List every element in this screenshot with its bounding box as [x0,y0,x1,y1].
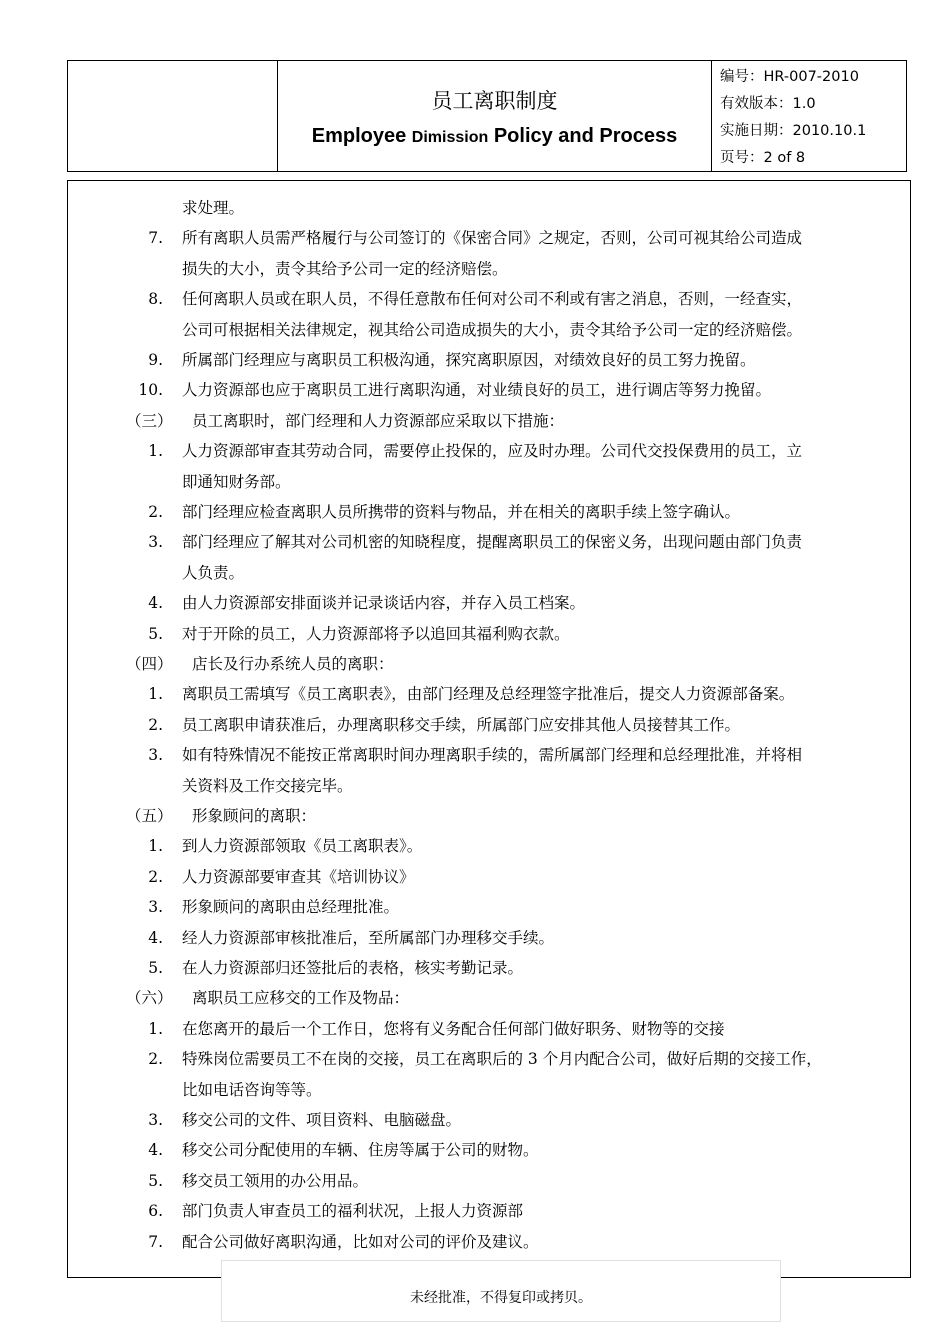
document-body [67,180,911,1278]
title-cell [278,61,712,171]
line-text: 在人力资源部归还签批后的表格，核实考勤记录。 [182,959,524,977]
line-text: 人力资源部也应于离职员工进行离职沟通，对业绩良好的员工，进行调店等努力挽留。 [182,381,772,400]
line-text: 任何离职人员或在职人员，不得任意散布任何对公司不利或有害之消息，否则，一经查实， [182,290,803,309]
logo-cell [68,61,278,171]
line-text: 店长及行办系统人员的离职： [192,655,394,673]
item-number: 3. [148,1111,163,1129]
line-text: 特殊岗位需要员工不在岗的交接，员工在离职后的 3 个月内配合公司，做好后期的交接工作， [182,1050,822,1069]
item-number: 2. [148,503,163,521]
item-number: 6. [148,1202,163,1221]
line-text: 员工离职时，部门经理和人力资源部应采取以下措施： [192,411,565,430]
line-text: 部门经理应了解其对公司机密的知晓程度，提醒离职员工的保密义务，出现问题由部门负责 [182,533,803,552]
item-number: 2. [148,1050,163,1069]
title-english-part2: Policy and Process [493,125,678,147]
line-text: 经人力资源部审核批准后，至所属部门办理移交手续。 [182,928,555,947]
meta-cell [712,61,906,171]
line-text: 移交公司分配使用的车辆、住房等属于公司的财物。 [182,1141,539,1160]
line-text: 损失的大小，责令其给予公司一定的经济赔偿。 [182,259,508,278]
version: 有效版本：1.0 [720,96,816,112]
item-number: 10. [138,381,163,400]
footer-note: 未经批准，不得复印或拷贝。 [410,1290,592,1306]
item-number: 5. [148,624,163,643]
title-english [278,125,711,148]
item-number: 3. [148,533,163,552]
line-text: 由人力资源部安排面谈并记录谈话内容，并存入员工档案。 [182,594,586,613]
title-english-part1: Employee [311,125,407,147]
line-text: 公司可根据相关法律规定，视其给公司造成损失的大小，责令其给予公司一定的经济赔偿。 [182,320,803,339]
item-number: 7. [148,229,163,248]
line-text: 部门经理应检查离职人员所携带的资料与物品，并在相关的离职手续上签字确认。 [182,503,741,521]
line-text: 对于开除的员工，人力资源部将予以追回其福利购衣款。 [182,624,570,643]
line-text: 部门负责人审查员工的福利状况，上报人力资源部 [182,1202,524,1221]
item-number: 1. [148,685,163,704]
line-text: 离职员工需填写《员工离职表》，由部门经理及总经理签字批准后，提交人力资源部备案。 [182,685,795,704]
item-number: 4. [148,594,163,613]
line-text: 离职员工应移交的工作及物品： [192,989,410,1008]
title-english-dimission: Dimission [411,129,489,146]
item-number: 5. [148,959,163,977]
line-text: 求处理。 [182,199,245,217]
item-number: 3. [148,746,163,765]
document-header [67,60,907,172]
page-number: 页号：2 of 8 [720,150,806,166]
section-number: （六） [126,989,173,1008]
line-text: 即通知财务部。 [182,472,291,491]
section-number: （四） [126,655,173,673]
item-number: 4. [148,1141,163,1160]
line-text: 在您离开的最后一个工作日，您将有义务配合任何部门做好职务、财物等的交接 [182,1019,725,1038]
line-text: 所属部门经理应与离职员工积极沟通，探究离职原因，对绩效良好的员工努力挽留。 [182,351,756,369]
section-number: （五） [126,807,173,825]
doc-number: 编号：HR-007-2010 [720,69,859,85]
line-text: 人力资源部审查其劳动合同，需要停止投保的，应及时办理。公司代交投保费用的员工，立 [182,442,803,461]
line-text: 形象顾问的离职由总经理批准。 [182,898,400,917]
item-number: 5. [148,1171,163,1190]
title-chinese: 员工离职制度 [431,89,558,113]
item-number: 9. [148,351,163,369]
line-text: 形象顾问的离职： [192,807,317,825]
item-number: 2. [148,715,163,734]
item-number: 1. [148,837,163,856]
footer-box [221,1260,781,1322]
line-text: 配合公司做好离职沟通，比如对公司的评价及建议。 [182,1232,539,1251]
effective-date: 实施日期：2010.10.1 [720,123,867,139]
line-text: 关资料及工作交接完毕。 [182,776,353,795]
item-number: 3. [148,898,163,917]
item-number: 8. [148,290,163,309]
line-text: 移交员工领用的办公用品。 [182,1171,369,1190]
line-text: 到人力资源部领取《员工离职表》。 [182,837,423,856]
line-text: 人负责。 [182,563,245,582]
line-text: 员工离职申请获准后，办理离职移交手续，所属部门应安排其他人员接替其工作。 [182,715,741,734]
line-text: 人力资源部要审查其《培训协议》 [182,867,415,886]
item-number: 1. [148,1019,163,1038]
item-number: 1. [148,442,163,461]
item-number: 2. [148,867,163,886]
line-text: 所有离职人员需严格履行与公司签订的《保密合同》之规定，否则，公司可视其给公司造成 [182,229,803,248]
line-text: 比如电话咨询等等。 [182,1080,322,1099]
section-number: （三） [126,411,173,430]
item-number: 4. [148,928,163,947]
line-text: 如有特殊情况不能按正常离职时间办理离职手续的，需所属部门经理和总经理批准，并将相 [182,746,803,765]
line-text: 移交公司的文件、项目资料、电脑磁盘。 [182,1111,462,1129]
item-number: 7. [148,1232,163,1251]
